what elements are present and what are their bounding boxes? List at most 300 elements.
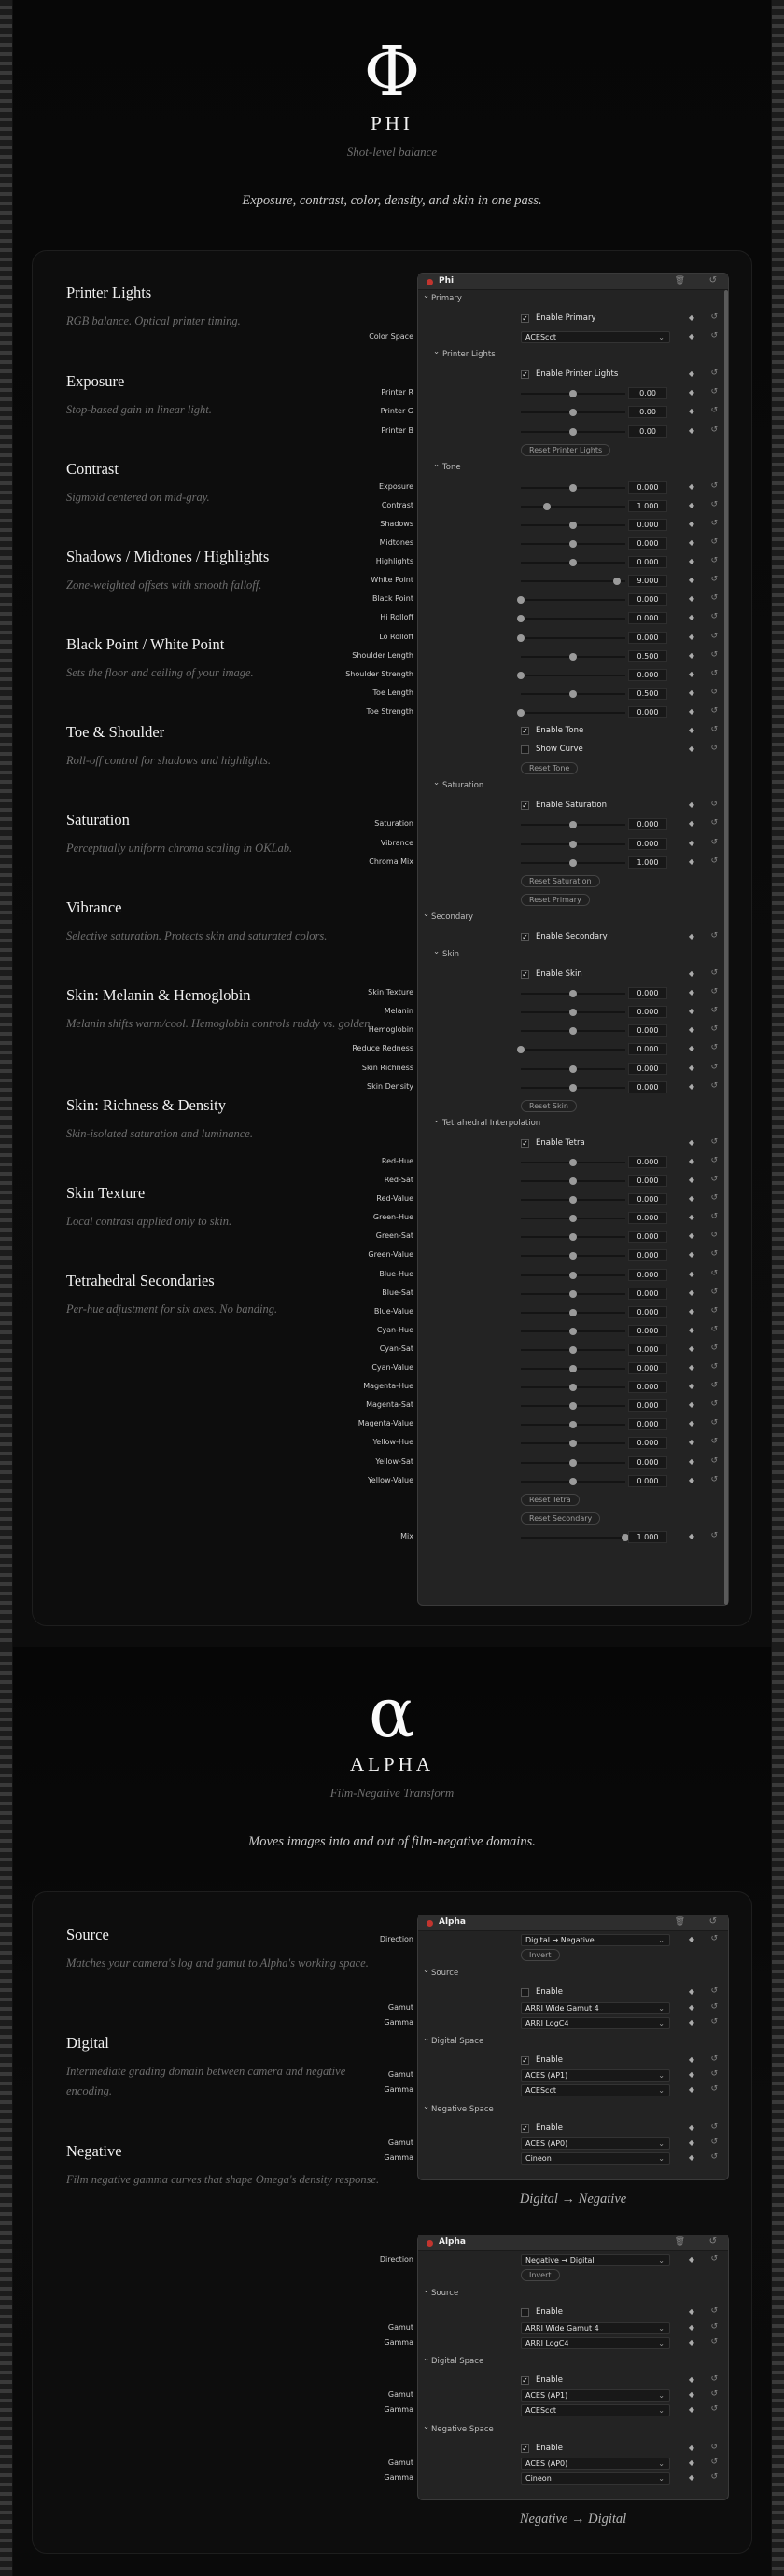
reset-icon[interactable]: ↺: [710, 725, 718, 734]
slider-track[interactable]: [521, 1386, 625, 1388]
value-field[interactable]: 0.000: [628, 1269, 667, 1281]
reset-icon[interactable]: ↺: [710, 406, 718, 416]
reset-icon[interactable]: ↺: [710, 1362, 718, 1372]
slider-knob[interactable]: [569, 1440, 577, 1447]
checkbox[interactable]: [521, 1988, 529, 1997]
value-field[interactable]: 0.000: [628, 593, 667, 606]
checkbox[interactable]: ✓: [522, 2056, 528, 2065]
slider-knob[interactable]: [517, 596, 525, 604]
value-field[interactable]: 0.000: [628, 1175, 667, 1187]
section-header-primary[interactable]: [418, 293, 728, 308]
dropdown-select[interactable]: [521, 2404, 670, 2416]
slider-track[interactable]: [521, 824, 625, 826]
trash-icon[interactable]: 🗑: [674, 276, 685, 285]
value-field[interactable]: 0.000: [628, 1006, 667, 1018]
slider-track[interactable]: [521, 1030, 625, 1032]
slider-track[interactable]: [521, 1068, 625, 1070]
keyframe-icon[interactable]: ◆: [688, 2405, 694, 2415]
reset-icon[interactable]: ↺: [710, 968, 718, 978]
value-field[interactable]: 0.000: [628, 1437, 667, 1449]
slider-knob[interactable]: [569, 428, 577, 436]
dropdown-select[interactable]: [521, 2084, 670, 2096]
reset-icon[interactable]: ↺: [710, 2001, 718, 2012]
slider-track[interactable]: [521, 599, 625, 601]
reset-icon[interactable]: ↺: [710, 1155, 718, 1165]
reset-icon[interactable]: ↺: [710, 1530, 718, 1540]
keyframe-icon[interactable]: ◆: [688, 969, 694, 978]
keyframe-icon[interactable]: ◆: [688, 2443, 694, 2452]
slider-track[interactable]: [521, 1162, 625, 1163]
slider-track[interactable]: [521, 712, 625, 714]
slider-knob[interactable]: [569, 1272, 577, 1279]
slider-track[interactable]: [521, 580, 625, 582]
keyframe-icon[interactable]: ◆: [688, 669, 694, 678]
keyframe-icon[interactable]: ◆: [688, 726, 694, 734]
keyframe-icon[interactable]: ◆: [688, 1325, 694, 1334]
slider-knob[interactable]: [543, 503, 551, 510]
value-field[interactable]: 0.00: [628, 387, 667, 399]
value-field[interactable]: 0.000: [628, 1306, 667, 1318]
keyframe-icon[interactable]: ◆: [688, 931, 694, 940]
panel-enable-dot[interactable]: [427, 1920, 433, 1927]
reset-icon[interactable]: ↺: [710, 2472, 718, 2482]
reset-icon[interactable]: ↺: [710, 537, 718, 547]
reset-icon[interactable]: ↺: [710, 837, 718, 847]
reset-icon[interactable]: ↺: [710, 1062, 718, 1072]
slider-track[interactable]: [521, 656, 625, 658]
value-field[interactable]: 0.500: [628, 650, 667, 662]
value-field[interactable]: 0.000: [628, 1418, 667, 1430]
slider-track[interactable]: [521, 524, 625, 526]
section-header-saturation[interactable]: [418, 780, 728, 795]
checkbox[interactable]: ✓: [522, 727, 528, 735]
keyframe-icon[interactable]: ◆: [688, 557, 694, 566]
section-header-printer-lights[interactable]: [418, 349, 728, 364]
reset-icon[interactable]: ↺: [710, 1343, 718, 1353]
keyframe-icon[interactable]: ◆: [688, 650, 694, 660]
reset-icon[interactable]: ↺: [710, 2254, 718, 2263]
reset-icon[interactable]: ↺: [710, 556, 718, 566]
value-field[interactable]: 0.00: [628, 406, 667, 418]
reset-icon[interactable]: ↺: [710, 1231, 718, 1241]
reset-all-icon[interactable]: ↺: [708, 2236, 717, 2247]
slider-knob[interactable]: [569, 540, 577, 548]
checkbox[interactable]: ✓: [522, 932, 528, 941]
value-field[interactable]: 1.000: [628, 1531, 667, 1543]
keyframe-icon[interactable]: ◆: [688, 1232, 694, 1241]
slider-knob[interactable]: [569, 1384, 577, 1391]
slider-knob[interactable]: [569, 1252, 577, 1260]
dropdown-select[interactable]: [521, 2322, 670, 2334]
section-header-negative-space[interactable]: [418, 2101, 728, 2119]
keyframe-icon[interactable]: ◆: [688, 369, 694, 379]
slider-track[interactable]: [521, 393, 625, 395]
reset-icon[interactable]: ↺: [710, 1418, 718, 1428]
keyframe-icon[interactable]: ◆: [688, 2153, 694, 2162]
dropdown-select[interactable]: [521, 2017, 670, 2029]
section-header-secondary[interactable]: [418, 909, 728, 926]
checkbox[interactable]: ✓: [522, 2123, 528, 2133]
keyframe-icon[interactable]: ◆: [688, 1306, 694, 1316]
value-field[interactable]: 0.000: [628, 537, 667, 550]
slider-knob[interactable]: [569, 1009, 577, 1016]
value-field[interactable]: 0.500: [628, 688, 667, 700]
reset-all-icon[interactable]: ↺: [708, 275, 717, 285]
reset-icon[interactable]: ↺: [710, 331, 718, 341]
slider-track[interactable]: [521, 562, 625, 564]
slider-knob[interactable]: [569, 653, 577, 661]
slider-knob[interactable]: [569, 559, 577, 566]
slider-knob[interactable]: [613, 578, 621, 585]
slider-knob[interactable]: [569, 1365, 577, 1372]
value-field[interactable]: 0.00: [628, 425, 667, 438]
reset-button[interactable]: Invert: [521, 1949, 560, 1961]
reset-icon[interactable]: ↺: [710, 2321, 718, 2332]
checkbox[interactable]: ✓: [522, 2444, 528, 2453]
slider-track[interactable]: [521, 1312, 625, 1314]
section-header-digital-space[interactable]: [418, 2036, 728, 2051]
slider-knob[interactable]: [569, 1459, 577, 1467]
slider-track[interactable]: [521, 1255, 625, 1257]
reset-icon[interactable]: ↺: [710, 2374, 718, 2384]
slider-track[interactable]: [521, 1442, 625, 1444]
value-field[interactable]: 0.000: [628, 481, 667, 494]
dropdown-select[interactable]: [521, 2137, 670, 2150]
slider-track[interactable]: [521, 1424, 625, 1426]
keyframe-icon[interactable]: ◆: [688, 1025, 694, 1035]
keyframe-icon[interactable]: ◆: [688, 613, 694, 622]
keyframe-icon[interactable]: ◆: [688, 1531, 694, 1540]
reset-button[interactable]: Reset Skin: [521, 1100, 577, 1112]
slider-track[interactable]: [521, 411, 625, 413]
reset-icon[interactable]: ↺: [710, 2404, 718, 2415]
value-field[interactable]: 0.000: [628, 1344, 667, 1356]
slider-track[interactable]: [521, 1180, 625, 1182]
reset-icon[interactable]: ↺: [710, 2084, 718, 2095]
keyframe-icon[interactable]: ◆: [688, 1987, 694, 1997]
checkbox[interactable]: ✓: [522, 2376, 528, 2385]
panel-enable-dot[interactable]: [427, 2240, 433, 2247]
keyframe-icon[interactable]: ◆: [688, 538, 694, 547]
slider-track[interactable]: [521, 1236, 625, 1238]
slider-track[interactable]: [521, 1011, 625, 1013]
trash-icon[interactable]: 🗑: [674, 2237, 685, 2247]
reset-icon[interactable]: ↺: [710, 1437, 718, 1447]
keyframe-icon[interactable]: ◆: [688, 481, 694, 491]
checkbox[interactable]: ✓: [522, 314, 528, 323]
keyframe-icon[interactable]: ◆: [688, 2070, 694, 2080]
slider-knob[interactable]: [569, 841, 577, 848]
reset-all-icon[interactable]: ↺: [708, 1916, 717, 1927]
reset-icon[interactable]: ↺: [710, 930, 718, 940]
reset-button[interactable]: Reset Primary: [521, 894, 590, 906]
reset-icon[interactable]: ↺: [710, 499, 718, 509]
slider-knob[interactable]: [517, 615, 525, 622]
reset-icon[interactable]: ↺: [710, 1024, 718, 1035]
value-field[interactable]: 0.000: [628, 519, 667, 531]
keyframe-icon[interactable]: ◆: [688, 388, 694, 397]
reset-icon[interactable]: ↺: [710, 744, 718, 754]
value-field[interactable]: 0.000: [628, 556, 667, 568]
reset-button[interactable]: Reset Secondary: [521, 1512, 600, 1525]
value-field[interactable]: 0.000: [628, 1249, 667, 1261]
keyframe-icon[interactable]: ◆: [688, 819, 694, 828]
reset-icon[interactable]: ↺: [710, 518, 718, 528]
reset-icon[interactable]: ↺: [710, 1193, 718, 1204]
keyframe-icon[interactable]: ◆: [688, 2137, 694, 2147]
keyframe-icon[interactable]: ◆: [688, 1344, 694, 1353]
value-field[interactable]: 0.000: [628, 1212, 667, 1224]
keyframe-icon[interactable]: ◆: [688, 1456, 694, 1466]
value-field[interactable]: 0.000: [628, 838, 667, 850]
reset-icon[interactable]: ↺: [710, 2442, 718, 2452]
slider-knob[interactable]: [569, 990, 577, 997]
slider-knob[interactable]: [517, 1046, 525, 1053]
value-field[interactable]: 0.000: [628, 1362, 667, 1374]
slider-track[interactable]: [521, 1049, 625, 1051]
keyframe-icon[interactable]: ◆: [688, 1194, 694, 1204]
dropdown-select[interactable]: [521, 2069, 670, 2082]
slider-knob[interactable]: [569, 1346, 577, 1354]
slider-knob[interactable]: [569, 859, 577, 867]
slider-track[interactable]: [521, 431, 625, 433]
reset-icon[interactable]: ↺: [710, 705, 718, 716]
keyframe-icon[interactable]: ◆: [688, 425, 694, 435]
value-field[interactable]: 9.000: [628, 575, 667, 587]
reset-icon[interactable]: ↺: [710, 612, 718, 622]
keyframe-icon[interactable]: ◆: [688, 2473, 694, 2482]
slider-knob[interactable]: [569, 409, 577, 416]
slider-track[interactable]: [521, 1405, 625, 1407]
dropdown-select[interactable]: [521, 2254, 670, 2266]
dropdown-select[interactable]: [521, 2002, 670, 2014]
slider-track[interactable]: [521, 1330, 625, 1332]
reset-icon[interactable]: ↺: [710, 1249, 718, 1260]
value-field[interactable]: 0.000: [628, 1063, 667, 1075]
value-field[interactable]: 0.000: [628, 1081, 667, 1093]
slider-knob[interactable]: [569, 1177, 577, 1185]
value-field[interactable]: 0.000: [628, 632, 667, 644]
keyframe-icon[interactable]: ◆: [688, 1475, 694, 1484]
keyframe-icon[interactable]: ◆: [688, 1419, 694, 1428]
reset-icon[interactable]: ↺: [710, 313, 718, 322]
slider-knob[interactable]: [569, 1328, 577, 1335]
value-field[interactable]: 0.000: [628, 987, 667, 999]
checkbox[interactable]: ✓: [522, 801, 528, 811]
keyframe-icon[interactable]: ◆: [688, 988, 694, 997]
section-header-source[interactable]: [418, 2288, 728, 2303]
reset-button[interactable]: Reset Printer Lights: [521, 444, 610, 456]
reset-button[interactable]: Reset Saturation: [521, 875, 600, 887]
slider-knob[interactable]: [569, 1233, 577, 1241]
reset-icon[interactable]: ↺: [710, 687, 718, 697]
keyframe-icon[interactable]: ◆: [688, 1935, 694, 1943]
keyframe-icon[interactable]: ◆: [688, 2307, 694, 2317]
value-field[interactable]: 0.000: [628, 1193, 667, 1205]
slider-knob[interactable]: [569, 1084, 577, 1092]
reset-icon[interactable]: ↺: [710, 1455, 718, 1466]
slider-knob[interactable]: [569, 522, 577, 529]
section-header-skin[interactable]: [418, 949, 728, 964]
slider-knob[interactable]: [569, 1290, 577, 1298]
keyframe-icon[interactable]: ◆: [688, 2255, 694, 2263]
reset-icon[interactable]: ↺: [710, 480, 718, 491]
dropdown-select[interactable]: [521, 2458, 670, 2470]
reset-icon[interactable]: ↺: [710, 425, 718, 435]
value-field[interactable]: 0.000: [628, 1456, 667, 1469]
value-field[interactable]: 1.000: [628, 500, 667, 512]
slider-track[interactable]: [521, 506, 625, 508]
slider-knob[interactable]: [569, 1065, 577, 1073]
slider-knob[interactable]: [569, 1196, 577, 1204]
slider-knob[interactable]: [569, 690, 577, 698]
slider-knob[interactable]: [569, 484, 577, 492]
keyframe-icon[interactable]: ◆: [688, 1363, 694, 1372]
keyframe-icon[interactable]: ◆: [688, 706, 694, 716]
section-header-digital-space[interactable]: [418, 2356, 728, 2371]
reset-icon[interactable]: ↺: [710, 1934, 718, 1943]
slider-knob[interactable]: [569, 390, 577, 397]
value-field[interactable]: 0.000: [628, 1156, 667, 1168]
reset-icon[interactable]: ↺: [710, 1986, 718, 1997]
reset-icon[interactable]: ↺: [710, 668, 718, 678]
keyframe-icon[interactable]: ◆: [688, 1382, 694, 1391]
reset-icon[interactable]: ↺: [710, 987, 718, 997]
slider-track[interactable]: [521, 487, 625, 489]
keyframe-icon[interactable]: ◆: [688, 2375, 694, 2384]
slider-track[interactable]: [521, 543, 625, 545]
slider-track[interactable]: [521, 1274, 625, 1276]
slider-track[interactable]: [521, 693, 625, 695]
slider-knob[interactable]: [569, 1159, 577, 1166]
keyframe-icon[interactable]: ◆: [688, 838, 694, 847]
reset-icon[interactable]: ↺: [710, 1474, 718, 1484]
value-field[interactable]: 0.000: [628, 1043, 667, 1055]
slider-track[interactable]: [521, 1199, 625, 1201]
dropdown-select[interactable]: [521, 1934, 670, 1946]
keyframe-icon[interactable]: ◆: [688, 2002, 694, 2012]
value-field[interactable]: 0.000: [628, 818, 667, 830]
reset-icon[interactable]: ↺: [710, 1324, 718, 1334]
slider-track[interactable]: [521, 1293, 625, 1295]
reset-icon[interactable]: ↺: [710, 2122, 718, 2132]
keyframe-icon[interactable]: ◆: [688, 1269, 694, 1278]
keyframe-icon[interactable]: ◆: [688, 1137, 694, 1147]
reset-icon[interactable]: ↺: [710, 1268, 718, 1278]
reset-icon[interactable]: ↺: [710, 1381, 718, 1391]
slider-knob[interactable]: [569, 1309, 577, 1316]
keyframe-icon[interactable]: ◆: [688, 576, 694, 585]
reset-icon[interactable]: ↺: [710, 387, 718, 397]
reset-icon[interactable]: ↺: [710, 2016, 718, 2026]
keyframe-icon[interactable]: ◆: [688, 2017, 694, 2026]
slider-track[interactable]: [521, 1462, 625, 1464]
slider-knob[interactable]: [569, 1402, 577, 1410]
keyframe-icon[interactable]: ◆: [688, 2390, 694, 2400]
checkbox[interactable]: [521, 745, 529, 754]
value-field[interactable]: 0.000: [628, 1475, 667, 1487]
keyframe-icon[interactable]: ◆: [688, 745, 694, 754]
slider-track[interactable]: [521, 993, 625, 995]
keyframe-icon[interactable]: ◆: [688, 2458, 694, 2467]
value-field[interactable]: 0.000: [628, 706, 667, 718]
slider-knob[interactable]: [569, 1421, 577, 1428]
dropdown-select[interactable]: [521, 2472, 670, 2485]
value-field[interactable]: 0.000: [628, 1399, 667, 1412]
keyframe-icon[interactable]: ◆: [688, 2055, 694, 2064]
slider-knob[interactable]: [569, 821, 577, 828]
keyframe-icon[interactable]: ◆: [688, 632, 694, 641]
reset-button[interactable]: Reset Tetra: [521, 1494, 580, 1506]
reset-icon[interactable]: ↺: [710, 1399, 718, 1410]
keyframe-icon[interactable]: ◆: [688, 2337, 694, 2346]
reset-icon[interactable]: ↺: [710, 2306, 718, 2317]
slider-track[interactable]: [521, 618, 625, 620]
slider-track[interactable]: [521, 637, 625, 639]
reset-icon[interactable]: ↺: [710, 800, 718, 810]
reset-icon[interactable]: ↺: [710, 1287, 718, 1297]
keyframe-icon[interactable]: ◆: [688, 1081, 694, 1091]
reset-icon[interactable]: ↺: [710, 575, 718, 585]
reset-icon[interactable]: ↺: [710, 2152, 718, 2162]
slider-track[interactable]: [521, 1349, 625, 1351]
reset-icon[interactable]: ↺: [710, 1043, 718, 1053]
keyframe-icon[interactable]: ◆: [688, 1044, 694, 1053]
panel-scrollbar[interactable]: [724, 290, 728, 1605]
reset-icon[interactable]: ↺: [710, 1006, 718, 1016]
value-field[interactable]: 0.000: [628, 1024, 667, 1037]
keyframe-icon[interactable]: ◆: [688, 1156, 694, 1165]
keyframe-icon[interactable]: ◆: [688, 1007, 694, 1016]
reset-icon[interactable]: ↺: [710, 2389, 718, 2400]
keyframe-icon[interactable]: ◆: [688, 2123, 694, 2132]
reset-button[interactable]: Invert: [521, 2269, 560, 2281]
keyframe-icon[interactable]: ◆: [688, 519, 694, 528]
checkbox[interactable]: [521, 2308, 529, 2317]
slider-track[interactable]: [521, 843, 625, 845]
checkbox[interactable]: ✓: [522, 970, 528, 979]
slider-track[interactable]: [521, 1087, 625, 1089]
keyframe-icon[interactable]: ◆: [688, 1288, 694, 1297]
reset-icon[interactable]: ↺: [710, 2137, 718, 2147]
slider-track[interactable]: [521, 1481, 625, 1483]
keyframe-icon[interactable]: ◆: [688, 407, 694, 416]
reset-icon[interactable]: ↺: [710, 2457, 718, 2467]
keyframe-icon[interactable]: ◆: [688, 856, 694, 866]
reset-icon[interactable]: ↺: [710, 856, 718, 866]
keyframe-icon[interactable]: ◆: [688, 1176, 694, 1184]
value-field[interactable]: 0.000: [628, 1381, 667, 1393]
dropdown-select[interactable]: [521, 2337, 670, 2349]
keyframe-icon[interactable]: ◆: [688, 500, 694, 509]
section-header-tetrahedral-interpolation[interactable]: [418, 1115, 728, 1133]
keyframe-icon[interactable]: ◆: [688, 1438, 694, 1447]
checkbox[interactable]: ✓: [522, 370, 528, 380]
section-header-tone[interactable]: [418, 459, 728, 477]
keyframe-icon[interactable]: ◆: [688, 1213, 694, 1222]
keyframe-icon[interactable]: ◆: [688, 1250, 694, 1260]
reset-icon[interactable]: ↺: [710, 1305, 718, 1316]
keyframe-icon[interactable]: ◆: [688, 313, 694, 322]
reset-icon[interactable]: ↺: [710, 2336, 718, 2346]
keyframe-icon[interactable]: ◆: [688, 2322, 694, 2332]
dropdown-select[interactable]: [521, 2152, 670, 2165]
value-field[interactable]: 0.000: [628, 669, 667, 681]
keyframe-icon[interactable]: ◆: [688, 1400, 694, 1410]
dropdown-select[interactable]: [521, 331, 670, 343]
panel-enable-dot[interactable]: [427, 279, 433, 285]
reset-icon[interactable]: ↺: [710, 2069, 718, 2080]
